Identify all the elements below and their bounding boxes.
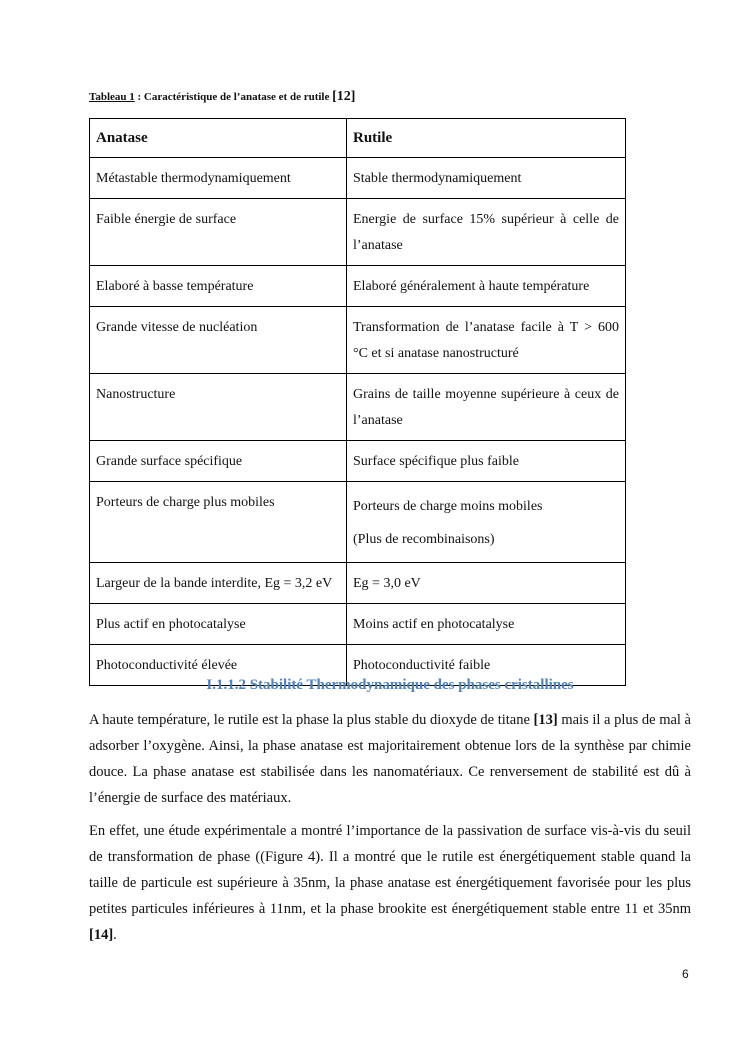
table-row bbox=[90, 266, 626, 307]
cell-rutile: Transformation de l’anatase facile à T > 600 °C et si anatase nanostructuré bbox=[347, 307, 626, 374]
cell-anatase: Porteurs de charge plus mobiles bbox=[90, 482, 347, 563]
page-number: 6 bbox=[682, 967, 689, 981]
cell-rutile bbox=[347, 482, 626, 563]
paragraph-1-text-b: mais il a plus de mal à adsorber l’oxygène. Ainsi, la phase anatase est majoritairement obtenue lors de la synthèse par chimie douce. La phase anatase est stabilisée dans les nanomatériaux. Ce renversement de stabilité est dû à l’énergie de surface des matériaux. bbox=[89, 712, 691, 806]
cell-rutile: Moins actif en photocatalyse bbox=[347, 604, 626, 645]
table-header-row bbox=[90, 119, 626, 158]
cell-anatase: Faible énergie de surface bbox=[90, 199, 347, 266]
cell-anatase: Elaboré à basse température bbox=[90, 266, 347, 307]
paragraph-2-text-b: . bbox=[113, 927, 117, 943]
cell-rutile: Eg = 3,0 eV bbox=[347, 563, 626, 604]
cell-rutile: Surface spécifique plus faible bbox=[347, 441, 626, 482]
paragraph-2-text-a: En effet, une étude expérimentale a montré l’importance de la passivation de surface vis-à-vis du seuil de transformation de phase ((Figure 4). Il a montré que le rutile est énergétiquement stable quand la taille de particule est supérieure à 35nm, la phase anatase est énergétiquement favorisée pour les plus petites particules inférieures à 11nm, et la phase brookite est énergétiquement stable entre 11 et 35nm bbox=[89, 823, 691, 917]
section-title: I.1.1.2 Stabilité Thermodynamique des phases cristallines bbox=[206, 677, 574, 693]
cell-anatase: Nanostructure bbox=[90, 374, 347, 441]
table-row bbox=[90, 199, 626, 266]
table-caption-label: Tableau 1 bbox=[89, 91, 135, 103]
paragraph-1 bbox=[89, 707, 691, 811]
table-caption bbox=[89, 89, 355, 105]
cell-rutile: Photoconductivité faible bbox=[347, 645, 626, 686]
cell-rutile: Elaboré généralement à haute température bbox=[347, 266, 626, 307]
cell-rutile-main: Porteurs de charge moins mobiles bbox=[353, 499, 543, 514]
paragraph-1-text-a: A haute température, le rutile est la phase la plus stable du dioxyde de titane bbox=[89, 712, 534, 728]
paragraph-1-ref: [13] bbox=[533, 712, 558, 728]
table-row bbox=[90, 604, 626, 645]
cell-anatase: Photoconductivité élevée bbox=[90, 645, 347, 686]
cell-rutile: Grains de taille moyenne supérieure à ceux de l’anatase bbox=[347, 374, 626, 441]
cell-anatase: Largeur de la bande interdite, Eg = 3,2 eV bbox=[90, 563, 347, 604]
comparison-table bbox=[89, 118, 626, 686]
cell-anatase: Grande vitesse de nucléation bbox=[90, 307, 347, 374]
paragraph-2-ref: [14] bbox=[89, 927, 114, 943]
table-row bbox=[90, 482, 626, 563]
table-caption-ref: [12] bbox=[332, 89, 356, 104]
table-row bbox=[90, 158, 626, 199]
cell-rutile: Energie de surface 15% supérieur à celle de l’anatase bbox=[347, 199, 626, 266]
cell-rutile: Stable thermodynamiquement bbox=[347, 158, 626, 199]
table-row bbox=[90, 374, 626, 441]
cell-anatase: Plus actif en photocatalyse bbox=[90, 604, 347, 645]
cell-anatase: Métastable thermodynamiquement bbox=[90, 158, 347, 199]
table-row bbox=[90, 563, 626, 604]
cell-rutile-note: (Plus de recombinaisons) bbox=[353, 532, 495, 547]
cell-anatase: Grande surface spécifique bbox=[90, 441, 347, 482]
table-row bbox=[90, 441, 626, 482]
table-row bbox=[90, 307, 626, 374]
header-rutile: Rutile bbox=[347, 119, 626, 158]
table-caption-text: : Caractéristique de l’anatase et de rutile bbox=[134, 91, 333, 103]
paragraph-2 bbox=[89, 818, 691, 948]
header-anatase: Anatase bbox=[90, 119, 347, 158]
